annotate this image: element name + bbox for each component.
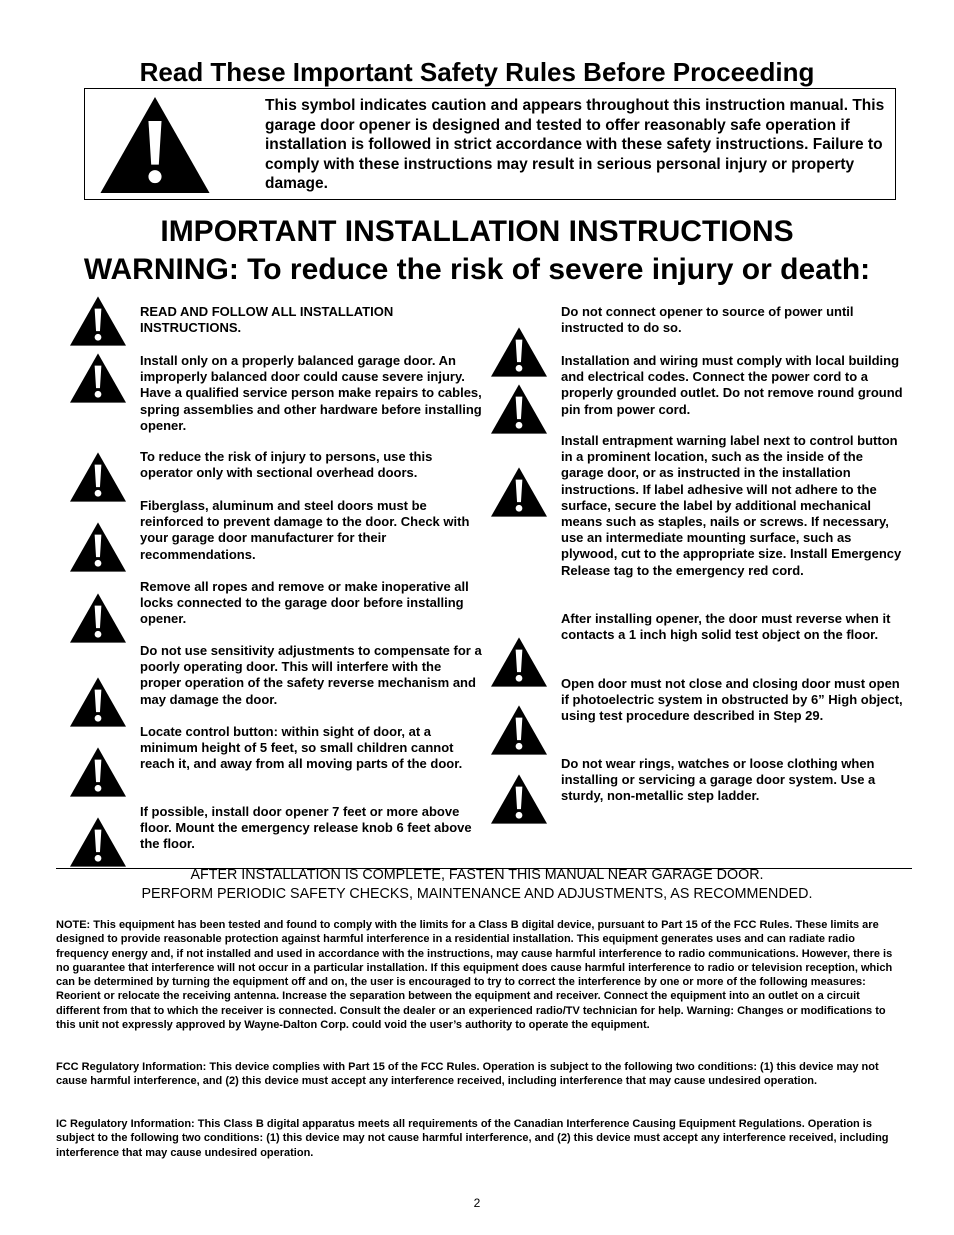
page-number: 2 xyxy=(473,1196,481,1210)
ic-regulatory-info: IC Regulatory Information: This Class B digital apparatus meets all requirements of the Canadian Interference Causing Equipment Regulations. Operation is subject to the following two conditions: (1) this device may not cause harmful interference, and (2) this device must accept any interference received, including interference that may cause undesired operation. xyxy=(56,1118,889,1159)
instruction-item: If possible, install door opener 7 feet or more above floor. Mount the emergency release knob 6 feet above the floor. xyxy=(140,804,472,852)
warning-triangle-icon xyxy=(99,97,211,193)
warning-heading: WARNING: To reduce the risk of severe injury or death: xyxy=(83,253,871,286)
warning-triangle-icon xyxy=(491,384,547,434)
warning-triangle-icon xyxy=(70,353,126,403)
instruction-item: Open door must not close and closing door must open if photoelectric system in obstructed by 6” High object, using test procedure described in Step 29. xyxy=(561,676,903,724)
warning-triangle-icon xyxy=(70,817,126,867)
maintenance-line: PERFORM PERIODIC SAFETY CHECKS, MAINTENANCE AND ADJUSTMENTS, AS RECOMMENDED. xyxy=(141,886,813,902)
instruction-item: Installation and wiring must comply with local building and electrical codes. Connect the power cord to a properly grounded outlet. Do not remove round ground pin from power cord. xyxy=(561,353,903,417)
instruction-item: To reduce the risk of injury to persons, use this operator only with sectional overhead doors. xyxy=(140,449,433,481)
warning-triangle-icon xyxy=(70,747,126,797)
instruction-item: READ AND FOLLOW ALL INSTALLATION INSTRUCTIONS. xyxy=(140,304,394,336)
warning-triangle-icon xyxy=(491,774,547,824)
caution-text: This symbol indicates caution and appears throughout this instruction manual. This garage door opener is designed and tested to offer reasonably safe operation if installation is followed in strict accordance with these safety instructions. Failure to comply with these instructions may result in serious personal injury or property damage. xyxy=(265,97,885,193)
warning-triangle-icon xyxy=(70,296,126,346)
instruction-item: After installing opener, the door must reverse when it contacts a 1 inch high solid test object on the floor. xyxy=(561,611,891,643)
main-heading: IMPORTANT INSTALLATION INSTRUCTIONS xyxy=(160,215,794,248)
warning-triangle-icon xyxy=(491,637,547,687)
warning-triangle-icon xyxy=(70,677,126,727)
warning-triangle-icon xyxy=(491,467,547,517)
instruction-item: Install entrapment warning label next to control button in a prominent location, such as the inside of the garage door, or as instructed in the installation instructions. If label adhesive will not adhere to the surface, secure the label by additional mechanical means such as staples, nails or screws. If necessary, use an intermediate mounting surface, such as plywood, cut to the appropriate size. Install Emergency Release tag to the emergency red cord. xyxy=(561,433,902,578)
instruction-item: Do not connect opener to source of power until instructed to do so. xyxy=(561,304,854,336)
caution-box xyxy=(84,88,896,200)
instruction-item: Do not use sensitivity adjustments to compensate for a poorly operating door. This will interfere with the proper operation of the safety reverse mechanism and may damage the door. xyxy=(140,643,482,707)
page-title: Read These Important Safety Rules Before Proceeding xyxy=(139,57,815,87)
instruction-item: Do not wear rings, watches or loose clothing when installing or servicing a garage door system. Use a sturdy, non-metallic step ladder. xyxy=(561,756,876,804)
instruction-item: Install only on a properly balanced garage door. An improperly balanced door could cause severe injury. Have a qualified service person make repairs to cables, spring assemblies and other hardware before installing opener. xyxy=(140,353,482,433)
warning-triangle-icon xyxy=(491,327,547,377)
warning-triangle-icon xyxy=(70,522,126,572)
fcc-note: NOTE: This equipment has been tested and found to comply with the limits for a Class B digital device, pursuant to Part 15 of the FCC Rules. These limits are designed to provide reasonable protection against harmful interference in a residential installation. This equipment generates uses and can radiate radio frequency energy and, if not installed and used in accordance with the instructions, may cause harmful interference to radio communications. However, there is no guarantee that interference will not occur in a particular installation. If this equipment does cause harmful interference to radio or television reception, which can be determined by turning the equipment off and on, the user is encouraged to try to correct the interference by one or more of the following measures: Reorient or relocate the receiving antenna. Increase the separation between the equipment and receiver. Connect the equipment into an outlet on a circuit different from that to which the receiver is connected. Consult the dealer or an experienced radio/TV technician for help. Warning: Changes or modifications to this unit not expressly approved by Wayne-Dalton Corp. could void the user’s authority to operate the equipment. xyxy=(56,919,893,1032)
instruction-item: Remove all ropes and remove or make inoperative all locks connected to the garage door before installing opener. xyxy=(140,579,469,627)
instruction-item: Locate control button: within sight of door, at a minimum height of 5 feet, so small children cannot reach it, and away from all moving parts of the door. xyxy=(140,724,463,772)
fcc-regulatory-info: FCC Regulatory Information: This device complies with Part 15 of the FCC Rules. Operation is subject to the following two conditions: (1) this device may not cause harmful interference, and (2) this device must accept any interference received, including interference that may cause undesired operation. xyxy=(56,1061,879,1088)
warning-triangle-icon xyxy=(70,593,126,643)
after-install-line: AFTER INSTALLATION IS COMPLETE, FASTEN THIS MANUAL NEAR GARAGE DOOR. xyxy=(190,867,764,883)
warning-triangle-icon xyxy=(70,452,126,502)
instruction-item: Fiberglass, aluminum and steel doors must be reinforced to prevent damage to the door. Check with your garage door manufacturer for their recommendations. xyxy=(140,498,470,562)
warning-triangle-icon xyxy=(491,705,547,755)
